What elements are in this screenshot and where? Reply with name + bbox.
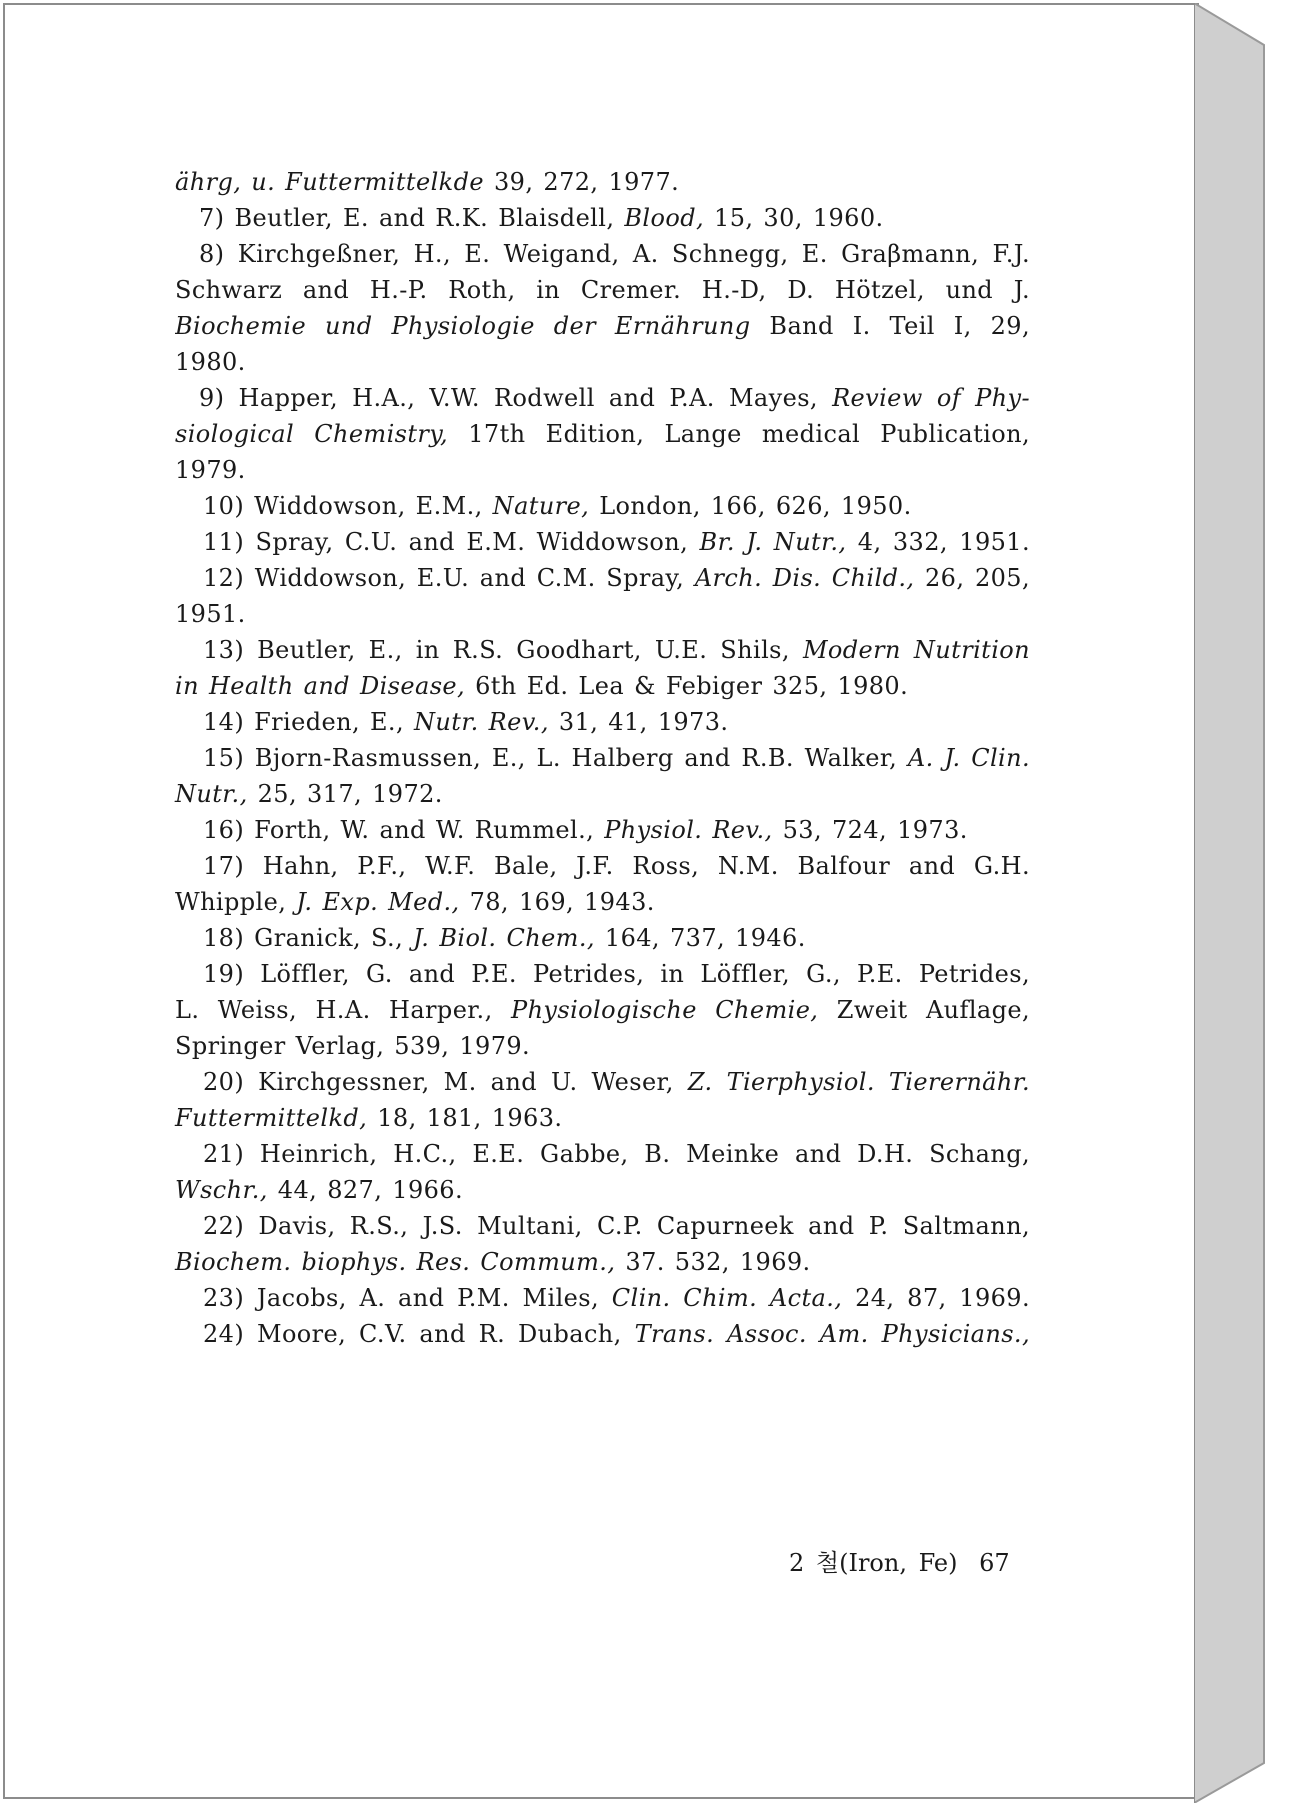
reference-text: 39, 272, 1977. [483, 168, 680, 196]
reference-line [175, 1103, 562, 1133]
reference-italic-text: Trans. Assoc. Am. Physicians., [634, 1320, 1030, 1348]
reference-text: 14) Frieden, E., [203, 708, 415, 736]
reference-line [175, 1031, 530, 1061]
reference-text: 6th Ed. Lea & Febiger 325, 1980. [465, 672, 909, 700]
reference-italic-text: Clin. Chim. Acta., [611, 1284, 843, 1312]
reference-line [203, 851, 1030, 881]
reference-italic-text: Review of Phy- [832, 384, 1030, 412]
reference-line [175, 347, 246, 377]
reference-line [175, 599, 246, 629]
reference-italic-text: Physiol. Rev., [604, 816, 773, 844]
reference-text: 53, 724, 1973. [772, 816, 968, 844]
reference-italic-text: J. Biol. Chem., [413, 924, 595, 952]
reference-line [175, 419, 1030, 449]
reference-italic-text: Physiologische Chemie, [511, 996, 819, 1024]
reference-text: 15) Bjorn-Rasmussen, E., L. Halberg and R.B. Walker, [203, 744, 908, 772]
reference-italic-text: Nature, [492, 492, 590, 520]
reference-italic-text: in Health and Disease, [175, 672, 466, 700]
reference-text: 19) Löffler, G. and P.E. Petrides, in Löffler, G., P.E. Petrides, [203, 960, 1030, 988]
reference-line [175, 887, 655, 917]
reference-text: 13) Beutler, E., in R.S. Goodhart, U.E. Shils, [203, 636, 803, 664]
reference-line [203, 1139, 1030, 1169]
reference-italic-text: Br. J. Nutr., [699, 528, 847, 556]
reference-text: 24) Moore, C.V. and R. Dubach, [203, 1320, 635, 1348]
reference-italic-text: Blood, [624, 204, 704, 232]
reference-text: Band I. Teil I, 29, [750, 312, 1030, 340]
page [3, 3, 1199, 1799]
reference-italic-text: Biochem. biophys. Res. Commum., [175, 1248, 616, 1276]
reference-italic-text: Wschr., [175, 1176, 268, 1204]
reference-text: 25, 317, 1972. [247, 780, 443, 808]
reference-text: 20) Kirchgessner, M. and U. Weser, [203, 1068, 688, 1096]
reference-text: 44, 827, 1966. [267, 1176, 463, 1204]
reference-italic-text: Nutr. Rev., [414, 708, 549, 736]
reference-line [203, 923, 806, 953]
reference-line [175, 671, 908, 701]
reference-text: Springer Verlag, 539, 1979. [175, 1032, 531, 1060]
chapter-title: 철(Iron, Fe) [815, 1549, 958, 1577]
reference-text: Whipple, [175, 888, 297, 916]
reference-text: 9) Happer, H.A., V.W. Rodwell and P.A. Mayes, [199, 384, 833, 412]
reference-text: 1980. [175, 348, 246, 376]
reference-text: 37. 532, 1969. [615, 1248, 811, 1276]
reference-line [203, 815, 968, 845]
reference-italic-text: A. J. Clin. [907, 744, 1030, 772]
reference-text: 23) Jacobs, A. and P.M. Miles, [203, 1284, 612, 1312]
reference-text: 8) Kirchgeßner, H., E. Weigand, A. Schnegg, E. Graβmann, F.J. [199, 240, 1030, 268]
reference-line [175, 311, 1030, 341]
reference-text: 16) Forth, W. and W. Rummel., [203, 816, 605, 844]
reference-line [203, 1067, 1030, 1097]
reference-text: 18) Granick, S., [203, 924, 414, 952]
reference-text: 24, 87, 1969. [842, 1284, 1030, 1312]
reference-italic-text: Futtermittelkd, [175, 1104, 368, 1132]
page-footer [789, 1543, 1010, 1578]
reference-text: 78, 169, 1943. [459, 888, 655, 916]
reference-text: 17th Edition, Lange medical Publication, [468, 420, 1030, 448]
reference-line [175, 167, 679, 197]
reference-line [175, 455, 246, 485]
reference-line [203, 527, 1030, 557]
page-stack-edge [1194, 3, 1292, 1803]
reference-text: 31, 41, 1973. [548, 708, 729, 736]
reference-line [199, 239, 1030, 269]
reference-line [203, 1211, 1030, 1241]
reference-line [203, 707, 728, 737]
reference-line [175, 275, 1030, 305]
reference-line [203, 635, 1030, 665]
page-number: 67 [979, 1549, 1010, 1577]
reference-text: 15, 30, 1960. [704, 204, 884, 232]
reference-line [175, 1175, 463, 1205]
reference-text: Zweit Auflage, [818, 996, 1030, 1024]
reference-text: 21) Heinrich, H.C., E.E. Gabbe, B. Meinke and D.H. Schang, [203, 1140, 1030, 1168]
reference-italic-text: Z. Tierphysiol. Tierernähr. [687, 1068, 1030, 1096]
reference-text: 10) Widdowson, E.M., [203, 492, 493, 520]
reference-text: 7) Beutler, E. and R.K. Blaisdell, [199, 204, 625, 232]
reference-italic-text: ährg, u. Futtermittelkde [175, 168, 484, 196]
reference-text: 12) Widdowson, E.U. and C.M. Spray, [203, 564, 695, 592]
reference-line [203, 959, 1030, 989]
reference-text: 17) Hahn, P.F., W.F. Bale, J.F. Ross, N.M. Balfour and G.H. [203, 852, 1030, 880]
reference-text: 164, 737, 1946. [594, 924, 806, 952]
reference-text: 11) Spray, C.U. and E.M. Widdowson, [203, 528, 700, 556]
reference-line [175, 1247, 811, 1277]
reference-line [203, 743, 1030, 773]
reference-text: Schwarz and H.-P. Roth, in Cremer. H.-D, D. Hötzel, und J. [175, 276, 1030, 304]
reference-italic-text: siological Chemistry, [175, 420, 449, 448]
reference-italic-text: Biochemie und Physiologie der Ernährung [175, 312, 751, 340]
reference-line [199, 383, 1030, 413]
reference-line [203, 1283, 1030, 1313]
reference-line [199, 203, 884, 233]
reference-line [175, 995, 1030, 1025]
reference-italic-text: Nutr., [175, 780, 248, 808]
reference-line [203, 491, 912, 521]
reference-text: 26, 205, [914, 564, 1030, 592]
reference-italic-text: J. Exp. Med., [296, 888, 460, 916]
reference-text: 4, 332, 1951. [846, 528, 1030, 556]
reference-text: London, 166, 626, 1950. [589, 492, 912, 520]
reference-text: 1951. [175, 600, 246, 628]
reference-text: 1979. [175, 456, 246, 484]
reference-text: 18, 181, 1963. [367, 1104, 563, 1132]
reference-text: L. Weiss, H.A. Harper., [175, 996, 512, 1024]
reference-line [175, 779, 443, 809]
reference-italic-text: Modern Nutrition [802, 636, 1030, 664]
reference-line [203, 563, 1030, 593]
reference-line [203, 1319, 1030, 1349]
chapter-number: 2 [789, 1549, 805, 1577]
reference-italic-text: Arch. Dis. Child., [694, 564, 915, 592]
reference-text: 22) Davis, R.S., J.S. Multani, C.P. Capurneek and P. Saltmann, [203, 1212, 1030, 1240]
